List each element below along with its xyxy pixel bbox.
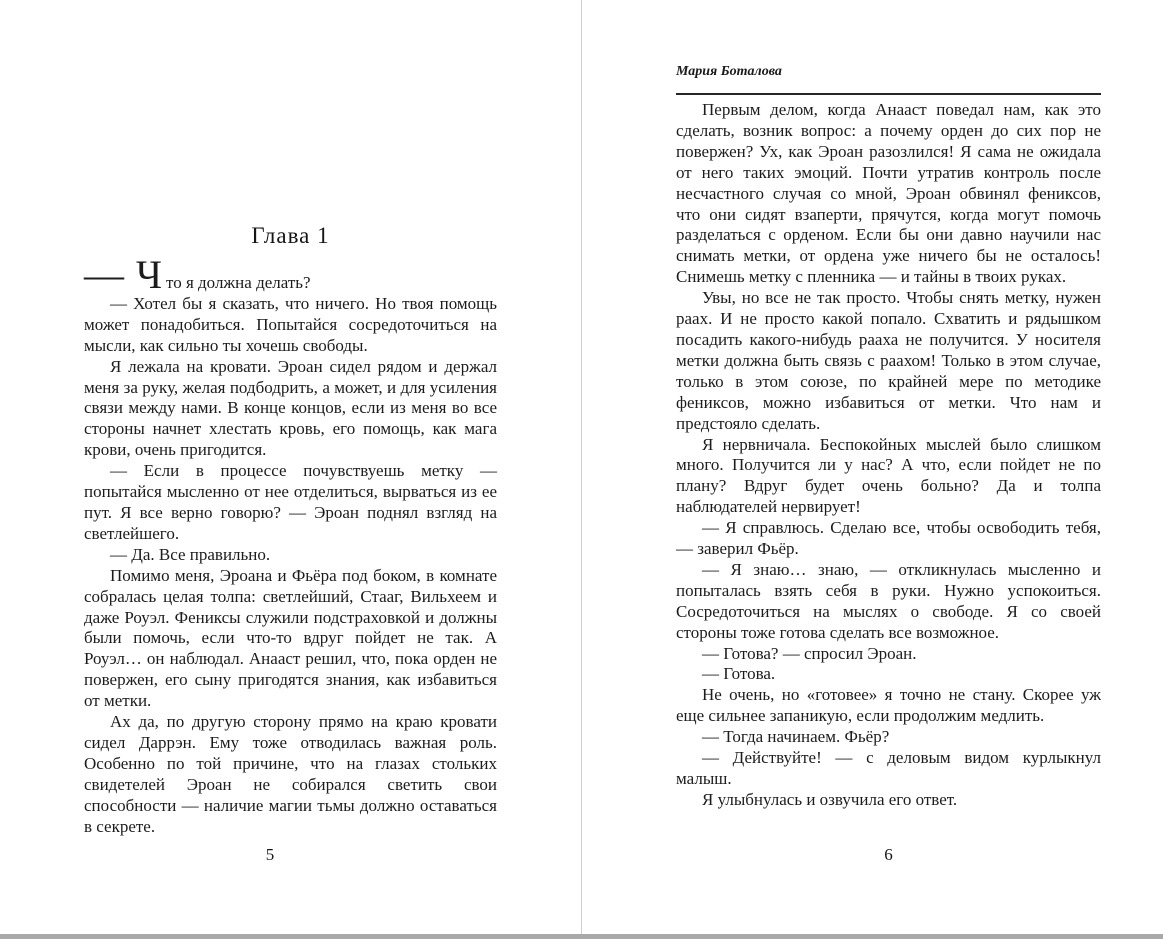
paragraph: Увы, но все не так просто. Чтобы снять метку, нужен раах. И не просто какой попало. Схватить и рядышком посадить какого-нибудь рааха не получится. У носителя метки должна быть связь с раахом! Только в этом случае, только в этом союзе, по крайней мере по методике фениксов, можно избавиться от метки. Что нам и предстояло сделать. bbox=[676, 288, 1101, 433]
page-number-right: 6 bbox=[884, 845, 893, 864]
paragraph: Я улыбнулась и озвучила его ответ. bbox=[702, 789, 958, 809]
drop-cap: — Ч bbox=[84, 252, 163, 297]
paragraph: — Готова. bbox=[702, 664, 776, 684]
paragraph: — Тогда начинаем. Фьёр? bbox=[702, 727, 890, 747]
right-page-text bbox=[676, 100, 1101, 811]
bottom-edge bbox=[0, 934, 1163, 939]
paragraph: Ах да, по другую сторону прямо на краю кровати сидел Даррэн. Ему тоже отводилась важная роль. Особенно по той причине, что на глазах стольких свидетелей Эроан не собирался светить свои способности — наличие магии тьмы должно оставаться в секрете. bbox=[84, 712, 497, 836]
page-number-left: 5 bbox=[265, 845, 275, 864]
paragraph: — Если в процессе почувствуешь метку — попытайся мысленно от нее отделиться, вырваться из ее пут. Я все верно говорю? — Эроан поднял взгляд на светлейшего. bbox=[84, 461, 497, 543]
running-head-rule bbox=[676, 93, 1101, 95]
paragraph: — Хотел бы я сказать, что ничего. Но твоя помощь может понадобиться. Попытайся сосредоточиться на мысли, как сильно ты хочешь свободы. bbox=[84, 293, 497, 355]
page-divider bbox=[581, 0, 582, 934]
paragraph: Первым делом, когда Анааст поведал нам, как это сделать, возник вопрос: а почему орден до сих пор не повержен? Ух, как Эроан разозлился! Я сама не ожидала от него таких эмоций. Почти утратив контроль после несчастного случая со мной, Эроан обвинял фениксов, что они сидят взаперти, прячутся, когда могут помочь разделаться с орденом. Если бы они давно научили нас снимать метки, от ордена уже ничего бы не осталось! Снимешь метку с пленника — и тайны в твоих руках. bbox=[676, 100, 1101, 287]
paragraph: — Я справлюсь. Сделаю все, чтобы освободить тебя, — заверил Фьёр. bbox=[676, 518, 1101, 559]
paragraph: — Действуйте! — с деловым видом курлыкнул малыш. bbox=[676, 748, 1101, 788]
running-head-author: Мария Боталова bbox=[676, 64, 782, 79]
page-right bbox=[676, 0, 1101, 934]
paragraph: — Да. Все правильно. bbox=[110, 544, 271, 564]
paragraph: — Готова? — спросил Эроан. bbox=[702, 643, 917, 663]
paragraph: Помимо меня, Эроана и Фьёра под боком, в комнате собралась целая толпа: светлейший, Стааг, Вильхеем и даже Роуэл. Фениксы служили подстраховкой и должны были помочь, если что-то вдруг пойдет не так. А Роуэл… он наблюдал. Анааст решил, что, пока орден не повержен, его сыну пригодятся знания, как избавиться от метки. bbox=[84, 565, 497, 711]
opening-paragraph bbox=[84, 252, 497, 297]
opening-text: то я должна делать? bbox=[166, 273, 311, 292]
page-left bbox=[84, 0, 497, 934]
left-page-text bbox=[84, 252, 497, 837]
paragraph: Я лежала на кровати. Эроан сидел рядом и держал меня за руку, желая подбодрить, а может, и для усиления связи между нами. В конце концов, если из меня во все стороны начнет хлестать кровь, его помощь, как мага крови, очень пригодится. bbox=[84, 356, 497, 460]
paragraph: Не очень, но «готовее» я точно не стану. Скорее уж еще сильнее запаникую, если продолжим медлить. bbox=[676, 685, 1101, 726]
paragraph: Я нервничала. Беспокойных мыслей было слишком много. Получится ли у нас? А что, если пойдет не по плану? Вдруг будет очень больно? Да и толпа наблюдателей нервирует! bbox=[676, 434, 1101, 517]
paragraph: — Я знаю… знаю, — откликнулась мысленно и попыталась взять себя в руки. Нужно успокоиться. Сосредоточиться на мыслях о свободе. Я со своей стороны тоже готова сделать все возможное. bbox=[676, 559, 1101, 642]
chapter-title: Глава 1 bbox=[251, 223, 330, 248]
